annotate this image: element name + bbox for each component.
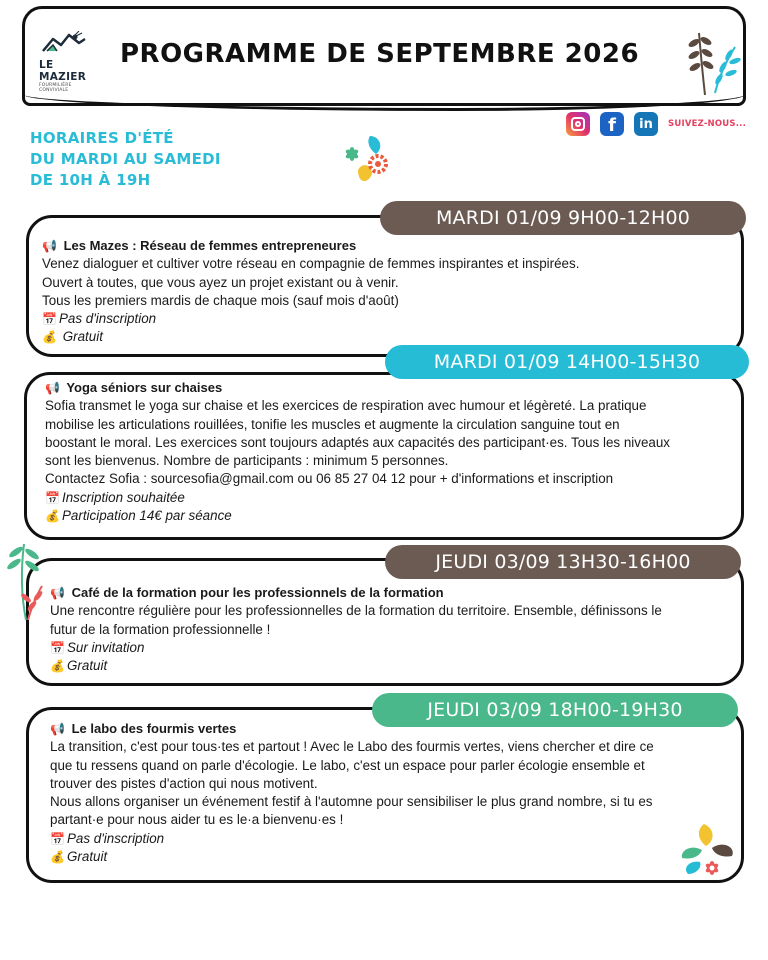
- leaf-decoration-icon: [685, 27, 741, 97]
- instagram-icon[interactable]: [566, 112, 590, 136]
- social-links: [566, 112, 746, 136]
- hours-line-2: DU MARDI AU SAMEDI: [30, 150, 221, 168]
- event-price-3: 💰 Gratuit: [50, 657, 662, 675]
- event-title-4: 📢 Le labo des fourmis vertes: [50, 721, 237, 736]
- event-title-3: 📢 Café de la formation pour les professionnels de la formation: [50, 585, 444, 600]
- event-line: Ouvert à toutes, que vous ayez un projet existant ou à venir.: [42, 274, 399, 290]
- calendar-icon: 📅: [42, 312, 57, 327]
- plant-decoration-icon: [676, 822, 736, 880]
- event-registration-1: 📅 Pas d'inscription: [42, 310, 579, 328]
- event-title-2: 📢 Yoga séniors sur chaises: [45, 380, 223, 395]
- megaphone-icon: 📢: [50, 722, 65, 736]
- event-line: futur de la formation professionnelle !: [50, 621, 271, 637]
- linkedin-icon[interactable]: in: [634, 112, 658, 136]
- event-line: Une rencontre régulière pour les professionnelles de la formation du territoire. Ensemble, définissons le: [50, 603, 662, 619]
- hours-line-3: DE 10H À 19H: [30, 171, 151, 189]
- event-line: sont les bienvenus. Nombre de participants : minimum 5 personnes.: [45, 453, 449, 469]
- money-bag-icon: 💰: [45, 509, 60, 524]
- facebook-icon[interactable]: f: [600, 112, 624, 136]
- event-date-1: MARDI 01/09 9H00-12H00: [380, 201, 746, 235]
- event-line: boostant le moral. Les exercices sont toujours adaptés aux capacités des participant·es. Tous les niveaux: [45, 434, 670, 450]
- money-bag-icon: 💰: [50, 659, 65, 674]
- money-bag-icon: 💰: [42, 330, 57, 345]
- event-line: que tu ressens quand on parle d'écologie. Le labo, c'est un espace pour parler écologie ensemble et: [50, 757, 645, 773]
- event-registration-2: 📅 Inscription souhaitée: [45, 489, 670, 507]
- event-line: Nous allons organiser un événement festif à l'automne pour sensibiliser le plus grand nombre, si tu es: [50, 794, 653, 810]
- event-registration-3: 📅 Sur invitation: [50, 639, 662, 657]
- calendar-icon: 📅: [45, 490, 60, 505]
- event-line: trouver des pistes d'action qui nous motivent.: [50, 775, 318, 791]
- calendar-icon: 📅: [50, 640, 65, 655]
- event-body-1: [42, 237, 579, 347]
- flower-decoration-icon: [342, 132, 396, 190]
- event-date-3: JEUDI 03/09 13H30-16H00: [385, 545, 741, 579]
- event-line: Sofia transmet le yoga sur chaise et les exercices de respiration avec humour et légèreté. La pratique: [45, 398, 647, 414]
- header-banner: [22, 6, 746, 106]
- fern-decoration-icon: [2, 540, 46, 622]
- summer-hours: [30, 128, 221, 191]
- event-date-2: MARDI 01/09 14H00-15H30: [385, 345, 749, 379]
- megaphone-icon: 📢: [45, 381, 60, 395]
- event-title-1: 📢 Les Mazes : Réseau de femmes entrepreneures: [42, 238, 357, 253]
- page-title: PROGRAMME DE SEPTEMBRE 2026: [120, 39, 640, 69]
- follow-us-label[interactable]: SUIVEZ-NOUS...: [668, 119, 746, 129]
- event-line: partant·e pour nous aider tu es le·a bienvenu·es !: [50, 812, 344, 828]
- le-mazier-logo[interactable]: [39, 31, 101, 93]
- money-bag-icon: 💰: [50, 850, 65, 865]
- event-line: Contactez Sofia : sourcesofia@gmail.com ou 06 85 27 04 12 pour + d'informations et inscription: [45, 471, 614, 487]
- event-body-3: [50, 584, 662, 675]
- event-body-2: [45, 379, 670, 525]
- event-price-4: 💰 Gratuit: [50, 848, 654, 866]
- megaphone-icon: 📢: [50, 586, 65, 600]
- event-line: mobilise les articulations rouillées, tonifie les muscles et augmente la circulation sanguine tout en: [45, 416, 620, 432]
- event-date-4: JEUDI 03/09 18H00-19H30: [372, 693, 738, 727]
- ant-logo-icon: [39, 31, 89, 57]
- hours-line-1: HORAIRES D'ÉTÉ: [30, 129, 174, 147]
- logo-tagline: FOURMILIÈRE CONVIVIALE: [39, 83, 72, 93]
- event-price-1: 💰 Gratuit: [42, 328, 579, 346]
- megaphone-icon: 📢: [42, 239, 57, 253]
- logo-name: LE MAZIER: [39, 59, 87, 83]
- event-body-4: [50, 720, 654, 866]
- event-registration-4: 📅 Pas d'inscription: [50, 830, 654, 848]
- event-line: Venez dialoguer et cultiver votre réseau en compagnie de femmes inspirantes et inspirées.: [42, 256, 580, 272]
- event-line: Tous les premiers mardis de chaque mois (sauf mois d'août): [42, 292, 399, 308]
- calendar-icon: 📅: [50, 831, 65, 846]
- event-line: La transition, c'est pour tous·tes et partout ! Avec le Labo des fourmis vertes, viens chercher et dire ce: [50, 739, 654, 755]
- event-price-2: 💰 Participation 14€ par séance: [45, 507, 670, 525]
